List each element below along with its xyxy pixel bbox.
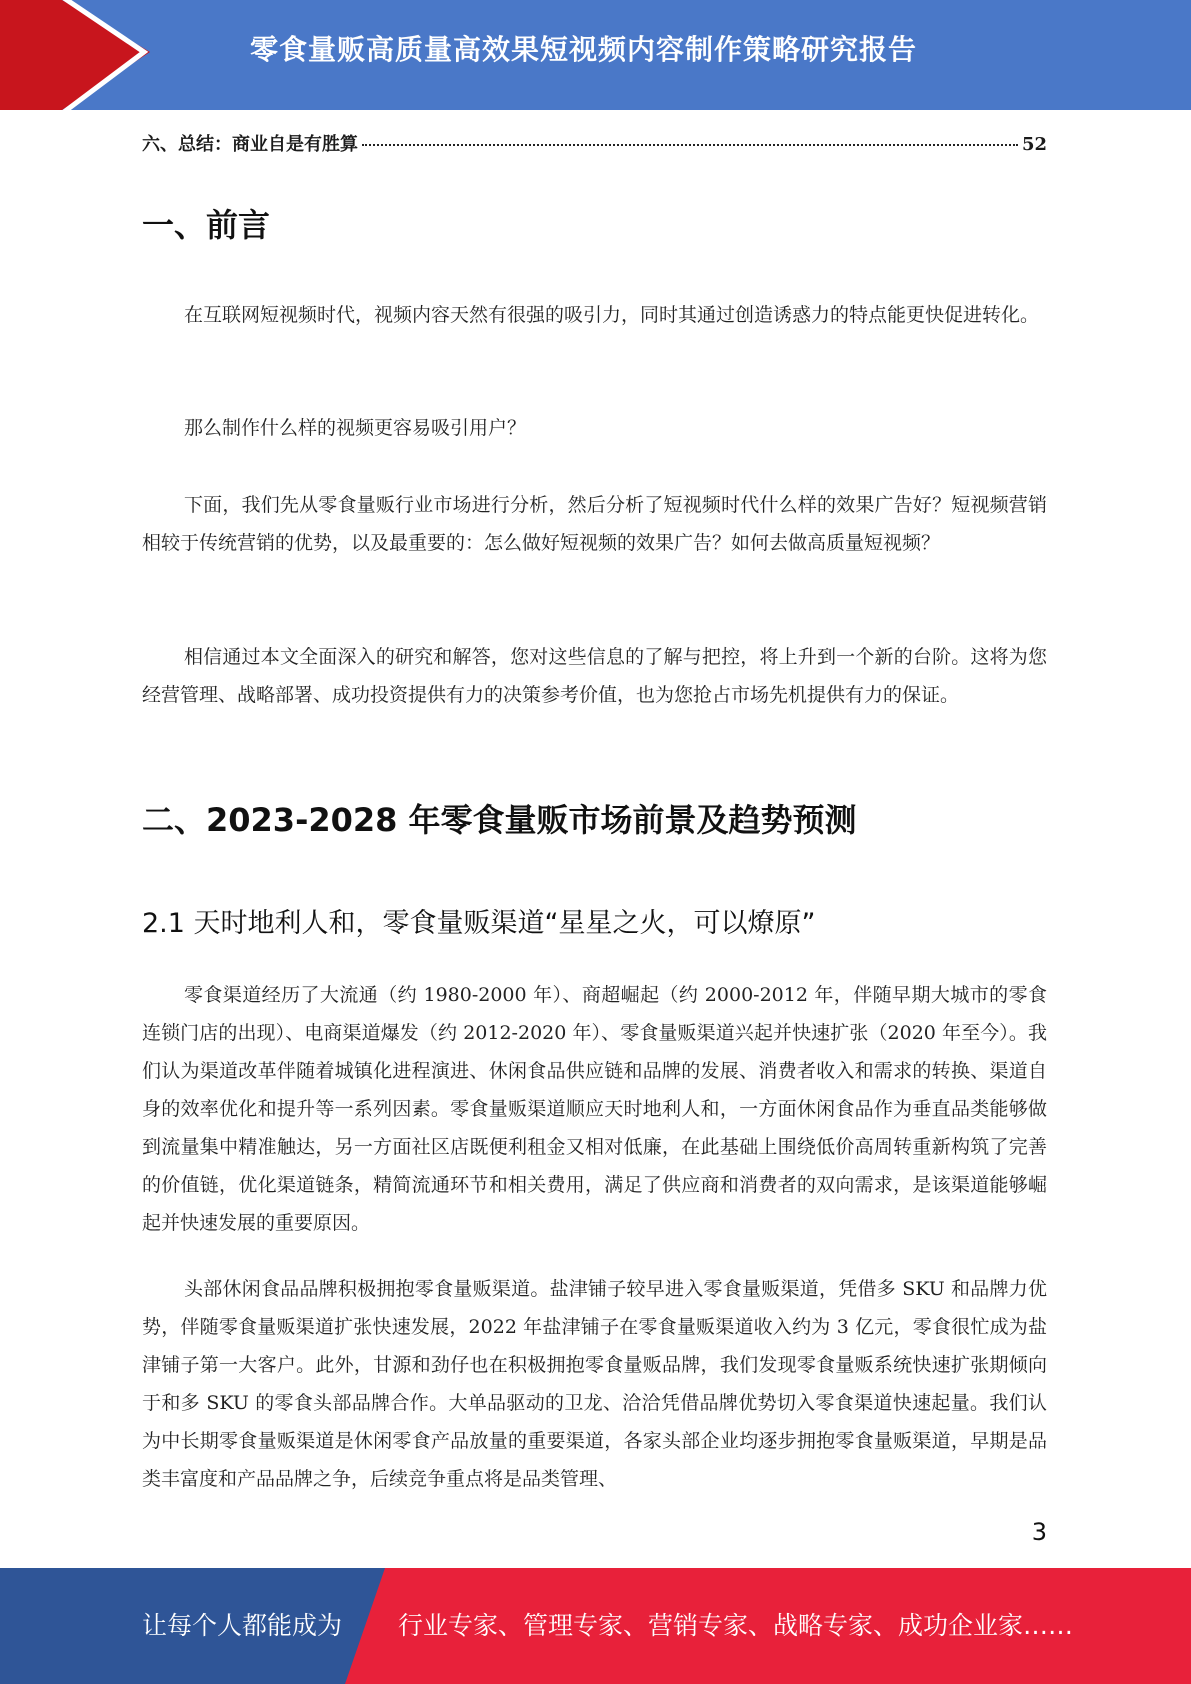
toc-entry-page: 52	[1021, 134, 1047, 155]
footer-slogan-right: 行业专家、管理专家、营销专家、战略专家、成功企业家……	[398, 1611, 1074, 1640]
footer-slogan-left: 让每个人都能成为	[142, 1611, 343, 1640]
preface-paragraph-2: 那么制作什么样的视频更容易吸引用户？	[184, 417, 527, 439]
subsection-heading-2-1: 2.1 天时地利人和，零食量贩渠道“星星之火，可以燎原”	[142, 908, 816, 939]
market-paragraph-2: 头部休闲食品品牌积极拥抱零食量贩渠道。盐津铺子较早进入零食量贩渠道，凭借多 SKU 和品牌力优势，伴随零食量贩渠道扩张快速发展，2022 年盐津铺子在零食量贩渠道收入约为 3 亿元，零食很忙成为盐津铺子第一大客户。此外，甘源和劲仔也在积极拥抱零食量贩品牌，我们发现零食量贩系统快速扩张期倾向于和多 SKU 的零食头部品牌合作。大单品驱动的卫龙、洽洽凭借品牌优势切入零食渠道快速起量。我们认为中长期零食量贩渠道是休闲零食产品放量的重要渠道，各家头部企业均逐步拥抱零食量贩渠道，早期是品类丰富度和产品品牌之争，后续竞争重点将是品类管理、	[142, 1278, 1047, 1490]
footer-banner	[0, 1568, 1191, 1684]
report-title: 零食量贩高质量高效果短视频内容制作策略研究报告	[250, 33, 918, 66]
header-banner	[0, 0, 1191, 110]
toc-entry-label: 六、总结：商业自是有胜算	[142, 134, 358, 155]
section-heading-preface: 一、前言	[142, 206, 271, 244]
preface-paragraph-3: 下面，我们先从零食量贩行业市场进行分析，然后分析了短视频时代什么样的效果广告好？短视频营销相较于传统营销的优势，以及最重要的：怎么做好短视频的效果广告？如何去做高质量短视频？	[142, 494, 1047, 554]
toc-leader-dots	[362, 144, 1018, 146]
header-arrow-icon	[0, 0, 160, 110]
market-paragraph-1: 零食渠道经历了大流通（约 1980-2000 年）、商超崛起（约 2000-2012 年，伴随早期大城市的零食连锁门店的出现）、电商渠道爆发（约 2012-2020 年）、零食量贩渠道兴起并快速扩张（2020 年至今）。我们认为渠道改革伴随着城镇化进程演进、休闲食品供应链和品牌的发展、消费者收入和需求的转换、渠道自身的效率优化和提升等一系列因素。零食量贩渠道顺应天时地利人和，一方面休闲食品作为垂直品类能够做到流量集中精准触达，另一方面社区店既便利租金又相对低廉，在此基础上围绕低价高周转重新构筑了完善的价值链，优化渠道链条，精简流通环节和相关费用，满足了供应商和消费者的双向需求，是该渠道能够崛起并快速发展的重要原因。	[142, 984, 1047, 1234]
section-heading-market: 二、2023-2028 年零食量贩市场前景及趋势预测	[142, 801, 857, 839]
preface-paragraph-4: 相信通过本文全面深入的研究和解答，您对这些信息的了解与把控，将上升到一个新的台阶。这将为您经营管理、战略部署、成功投资提供有力的决策参考价值，也为您抢占市场先机提供有力的保证。	[142, 646, 1047, 706]
toc-entry[interactable]	[142, 130, 1047, 156]
page-number: 3	[1031, 1518, 1047, 1546]
preface-paragraph-1: 在互联网短视频时代，视频内容天然有很强的吸引力，同时其通过创造诱惑力的特点能更快促进转化。	[184, 304, 1040, 326]
